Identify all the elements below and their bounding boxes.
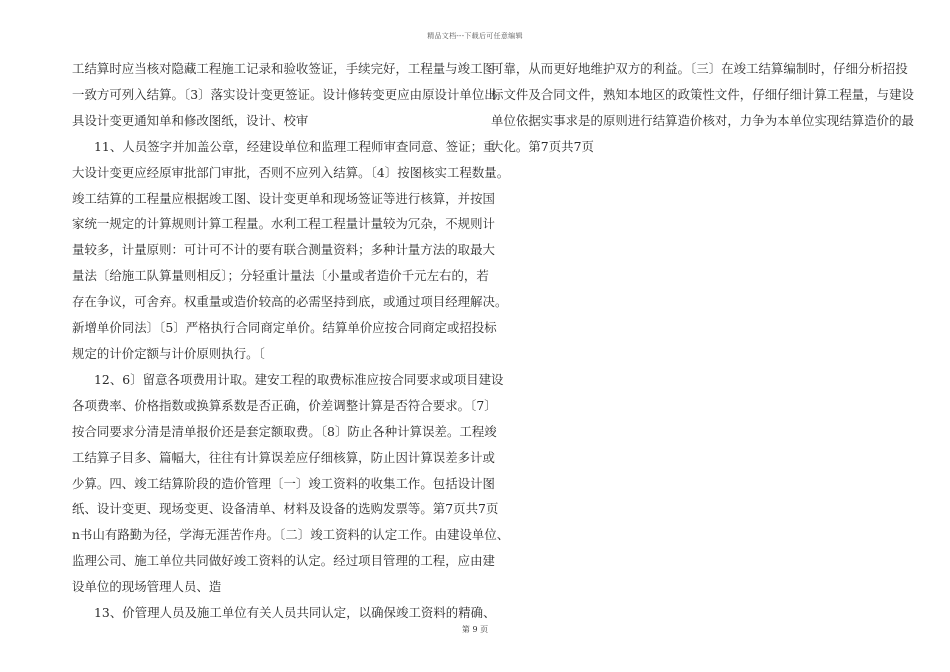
paragraph-start-line: 12、6〕留意各项费用计取。建安工程的取费标准应按合同要求或项目建设 xyxy=(94,371,504,387)
text-line: 各项费率、价格指数或换算系数是否正确，价差调整计算是否符合要求。〔7〕 xyxy=(72,397,497,413)
text-line: 少算。四、竣工结算阶段的造价管理〔一〕竣工资料的收集工作。包括设计图 xyxy=(72,475,495,491)
text-line: 标文件及合同文件，熟知本地区的政策性文件，仔细仔细计算工程量，与建设 xyxy=(491,86,914,102)
page-number: 第 9 页 xyxy=(461,625,489,634)
text-line: 工结算子目多、篇幅大，往往有计算误差应仔细核算，防止因计算误差多计或 xyxy=(72,449,495,465)
text-line: 竣工结算的工程量应根据竣工图、设计变更单和现场签证等进行核算，并按国 xyxy=(72,190,495,206)
text-line: 工结算时应当核对隐藏工程施工记录和验收签证，手续完好，工程量与竣工图 xyxy=(72,61,495,76)
text-line: 存在争议，可舍弃。权重量或造价较高的必需坚持到底，或通过项目经理解决。 xyxy=(72,294,508,310)
text-line: 监理公司、施工单位共同做好竣工资料的认定。经过项目管理的工程，应由建 xyxy=(72,553,495,569)
paragraph-start-line: 13、价管理人员及施工单位有关人员共同认定，以确保竣工资料的精确、 xyxy=(94,605,496,621)
left-column xyxy=(72,56,510,626)
text-line: 可靠，从而更好地维护双方的利益。〔三〕在竣工结算编制时，仔细分析招投 xyxy=(491,61,908,76)
text-line: 按合同要求分清是清单报价还是套定额取费。〔8〕防止各种计算误差。工程竣 xyxy=(72,423,497,439)
text-line: 一致方可列入结算。〔3〕落实设计变更签证。设计修转变更应由原设计单位出 xyxy=(72,86,497,102)
text-line: 量较多，计量原则：可计可不计的要有联合测量资料；多种计量方法的取最大 xyxy=(72,242,495,258)
text-line: 量法〔给施工队算量则相反〕；分轻重计量法〔小量或者造价千元左右的，若 xyxy=(72,268,489,284)
text-line: 大化。第7页共7页 xyxy=(491,138,594,154)
paragraph-start-line: 11、人员签字并加盖公章，经建设单位和监理工程师审查同意、签证；重 xyxy=(94,138,496,154)
right-column xyxy=(491,56,914,160)
text-line: 大设计变更应经原审批部门审批，否则不应列入结算。〔4〕按图核实工程数量。 xyxy=(72,164,510,180)
text-line: 单位依据实事求是的原则进行结算造价核对，力争为本单位实现结算造价的最 xyxy=(491,112,914,128)
text-line: 设单位的现场管理人员、造 xyxy=(72,579,222,595)
text-line: 具设计变更通知单和修改图纸，设计、校审 xyxy=(72,112,309,128)
text-line: n书山有路勤为径，学海无涯苦作舟。〔二〕竣工资料的认定工作。由建设单位、 xyxy=(72,527,510,543)
page-header: 精品文档---下载后可任意编辑 xyxy=(427,32,523,40)
text-line: 家统一规定的计算规则计算工程量。水利工程工程量计量较为冗杂，不规则计 xyxy=(72,216,495,232)
text-line: 纸、设计变更、现场变更、设备清单、材料及设备的选购发票等。第7页共7页 xyxy=(72,501,499,517)
text-line: 规定的计价定额与计价原则执行。〔 xyxy=(72,345,265,361)
text-line: 新增单价同法〕〔5〕严格执行合同商定单价。结算单价应按合同商定或招投标 xyxy=(72,320,497,336)
